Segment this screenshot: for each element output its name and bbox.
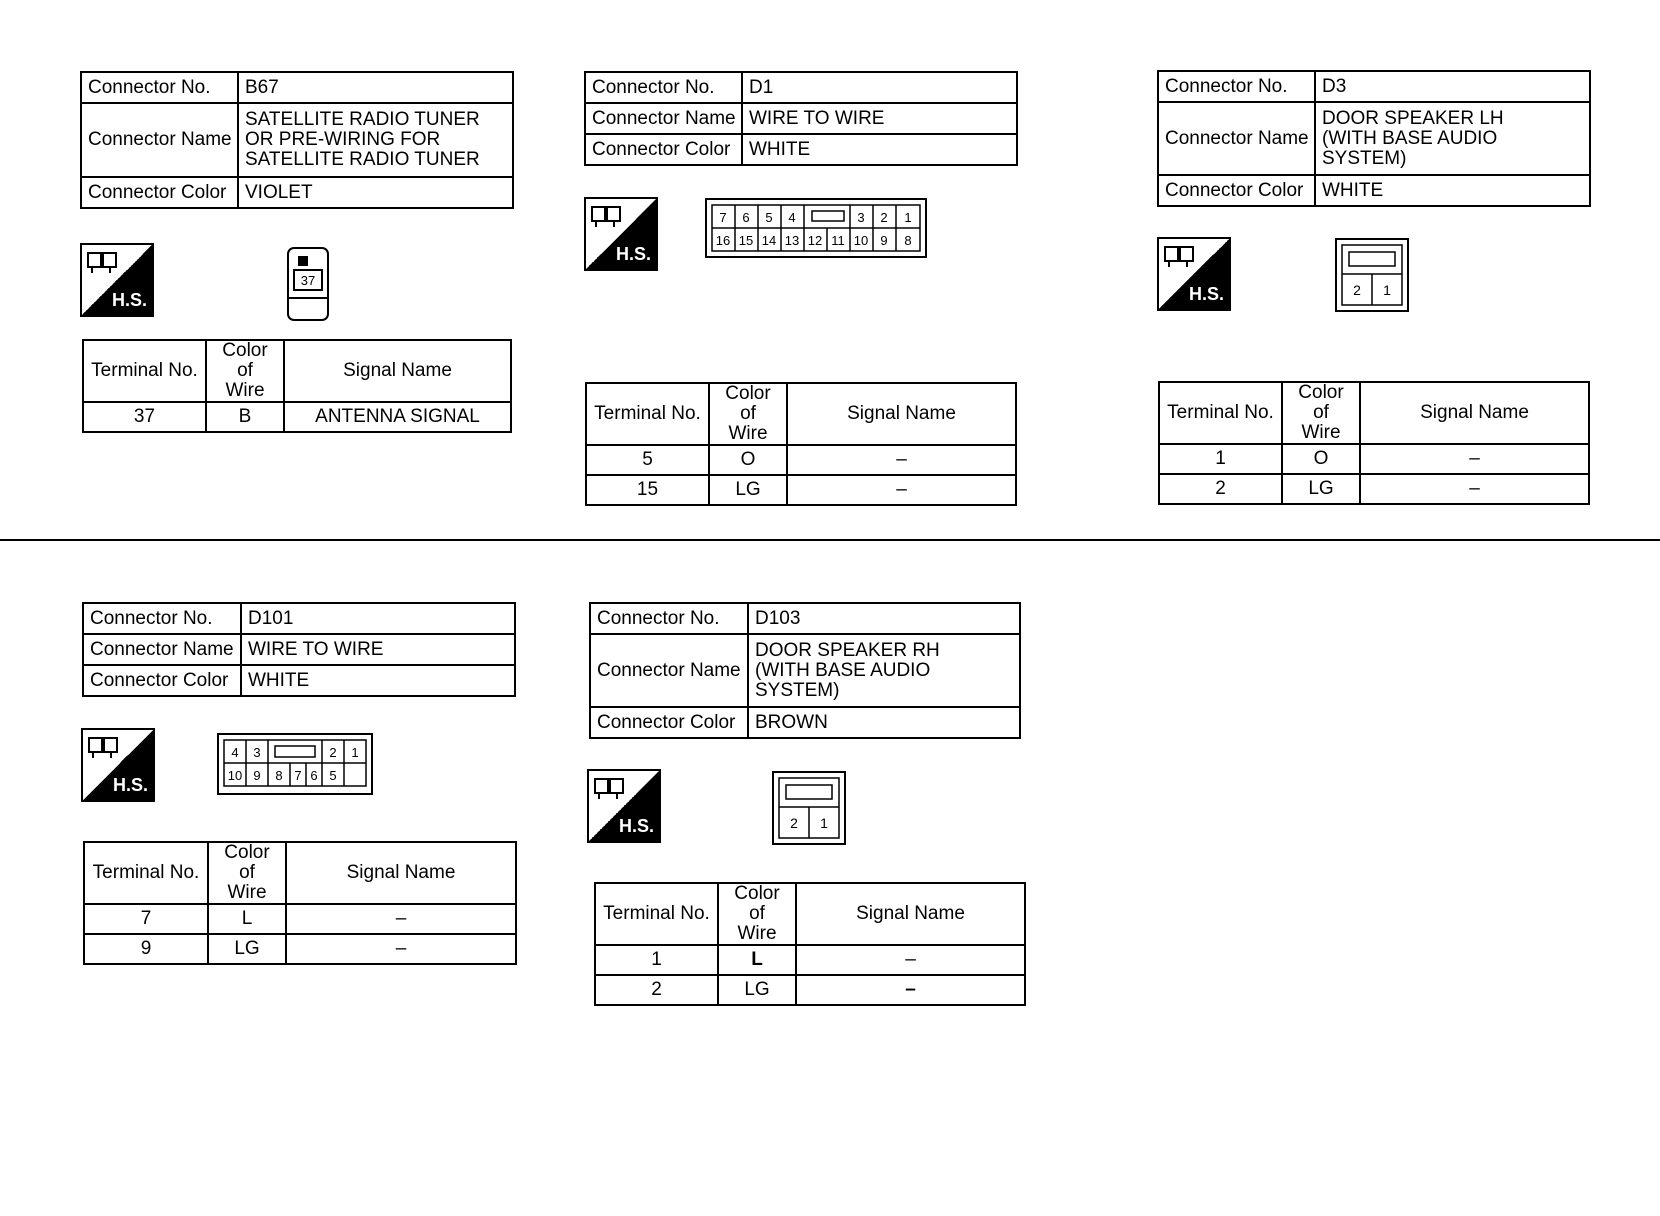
connector-no-value: D3 — [1315, 71, 1590, 102]
signal-name-header: Signal Name — [284, 340, 511, 402]
harness-side-icon — [80, 243, 154, 317]
terminal-no-cell: 7 — [84, 904, 208, 934]
connector-face-d1 — [705, 198, 928, 258]
color-of-wire-header — [208, 842, 286, 904]
terminal-no-header: Terminal No. — [595, 883, 718, 945]
pin-label: 9 — [253, 768, 261, 783]
connector-color-label: Connector Color — [590, 707, 748, 738]
connector-color-label: Connector Color — [81, 177, 238, 208]
hs-label: H.S. — [618, 816, 654, 836]
pin-label: 2 — [880, 210, 888, 225]
pin-label: 9 — [880, 233, 888, 248]
pin-label: 13 — [784, 233, 800, 248]
connector-name-label: Connector Name — [1158, 102, 1315, 175]
terminal-no-header: Terminal No. — [1159, 382, 1282, 444]
terminal-table — [82, 339, 512, 433]
table-row — [586, 445, 1016, 475]
harness-side-icon — [587, 769, 661, 843]
terminal-table — [594, 882, 1026, 1006]
wire-color-cell: B — [206, 402, 284, 432]
pin-label: 1 — [1383, 282, 1391, 298]
pin-label: 7 — [294, 768, 302, 783]
color-of-wire-header — [709, 383, 787, 445]
color-of-wire-header — [206, 340, 284, 402]
signal-name-header: Signal Name — [1360, 382, 1589, 444]
connector-name-value: SATELLITE RADIO TUNER OR PRE-WIRING FOR SATELLITE RADIO TUNER — [238, 103, 513, 177]
terminal-no-cell: 1 — [1159, 444, 1282, 474]
connector-face-b67 — [286, 246, 332, 322]
connector-no-label: Connector No. — [590, 603, 748, 634]
harness-side-icon — [81, 728, 155, 802]
signal-name-cell: – — [286, 904, 516, 934]
connector-no-label: Connector No. — [1158, 71, 1315, 102]
connector-info-table — [80, 71, 514, 209]
pin-label: 1 — [820, 815, 828, 831]
table-row — [595, 945, 1025, 975]
color-of-wire-label: Color of Wire — [222, 340, 268, 401]
color-of-wire-label: Color of Wire — [725, 383, 771, 444]
pin-label: 4 — [788, 210, 796, 225]
connector-name-value: DOOR SPEAKER LH (WITH BASE AUDIO SYSTEM) — [1315, 102, 1590, 175]
terminal-no-cell: 2 — [595, 975, 718, 1005]
connector-color-value: WHITE — [1315, 175, 1590, 206]
terminal-no-cell: 2 — [1159, 474, 1282, 504]
connector-name-label: Connector Name — [83, 634, 241, 665]
connector-no-value: B67 — [238, 72, 513, 103]
table-row — [1159, 444, 1589, 474]
connector-color-value: VIOLET — [238, 177, 513, 208]
connector-info-table — [82, 602, 516, 697]
pin-label: 14 — [761, 233, 777, 248]
pin-label: 15 — [738, 233, 754, 248]
pin-label: 3 — [253, 745, 261, 760]
harness-side-icon — [584, 197, 658, 271]
connector-name-label: Connector Name — [81, 103, 238, 177]
connector-name-value: WIRE TO WIRE — [241, 634, 515, 665]
wire-color-cell: LG — [718, 975, 796, 1005]
table-row — [84, 904, 516, 934]
pin-label: 16 — [715, 233, 731, 248]
connector-info-table — [584, 71, 1018, 166]
pin-label: 1 — [351, 745, 359, 760]
connector-color-label: Connector Color — [585, 134, 742, 165]
pin-label: 5 — [329, 768, 337, 783]
table-row — [84, 934, 516, 964]
terminal-no-header: Terminal No. — [586, 383, 709, 445]
connector-color-value: BROWN — [748, 707, 1020, 738]
table-row — [1159, 474, 1589, 504]
pin-label: 12 — [807, 233, 823, 248]
hs-label: H.S. — [615, 244, 651, 264]
terminal-no-cell: 1 — [595, 945, 718, 975]
connector-color-label: Connector Color — [1158, 175, 1315, 206]
signal-name-cell: ANTENNA SIGNAL — [284, 402, 511, 432]
pin-label: 37 — [300, 273, 316, 288]
signal-name-header: Signal Name — [787, 383, 1016, 445]
wire-color-cell: L — [208, 904, 286, 934]
terminal-no-cell: 37 — [83, 402, 206, 432]
signal-name-header: Signal Name — [796, 883, 1025, 945]
connector-no-label: Connector No. — [81, 72, 238, 103]
terminal-table — [83, 841, 517, 965]
pin-label: 7 — [719, 210, 727, 225]
pin-label: 6 — [310, 768, 318, 783]
connector-color-label: Connector Color — [83, 665, 241, 696]
pin-label: 4 — [231, 745, 239, 760]
terminal-no-cell: 5 — [586, 445, 709, 475]
pin-label: 8 — [904, 233, 912, 248]
pin-label: 6 — [742, 210, 750, 225]
terminal-no-cell: 15 — [586, 475, 709, 505]
signal-name-header: Signal Name — [286, 842, 516, 904]
connector-name-label: Connector Name — [590, 634, 748, 707]
table-row — [586, 475, 1016, 505]
hs-label: H.S. — [111, 290, 147, 310]
connector-no-value: D103 — [748, 603, 1020, 634]
signal-name-cell: – — [796, 945, 1025, 975]
table-row — [83, 402, 511, 432]
table-row — [595, 975, 1025, 1005]
signal-name-cell: – — [286, 934, 516, 964]
color-of-wire-header — [718, 883, 796, 945]
pin-label: 1 — [904, 210, 912, 225]
connector-no-value: D101 — [241, 603, 515, 634]
connector-info-table — [1157, 70, 1591, 207]
connector-name-label: Connector Name — [585, 103, 742, 134]
pin-label: 8 — [275, 768, 283, 783]
signal-name-cell: – — [787, 475, 1016, 505]
signal-name-cell: – — [1360, 444, 1589, 474]
color-of-wire-header — [1282, 382, 1360, 444]
wire-color-cell: L — [718, 945, 796, 975]
section-divider — [0, 539, 1660, 541]
color-of-wire-label: Color of Wire — [1298, 382, 1344, 443]
connector-face-d101 — [217, 733, 374, 795]
connector-no-value: D1 — [742, 72, 1017, 103]
connector-no-label: Connector No. — [83, 603, 241, 634]
connector-info-table — [589, 602, 1021, 739]
connector-no-label: Connector No. — [585, 72, 742, 103]
connector-color-value: WHITE — [241, 665, 515, 696]
pin-label: 10 — [853, 233, 869, 248]
wire-color-cell: LG — [208, 934, 286, 964]
pin-label: 2 — [1353, 282, 1361, 298]
connector-name-value: DOOR SPEAKER RH (WITH BASE AUDIO SYSTEM) — [748, 634, 1020, 707]
harness-side-icon — [1157, 237, 1231, 311]
hs-label: H.S. — [112, 775, 148, 795]
wire-color-cell: O — [1282, 444, 1360, 474]
color-of-wire-label: Color of Wire — [224, 842, 270, 903]
connector-face-d103 — [772, 771, 848, 845]
terminal-no-cell: 9 — [84, 934, 208, 964]
terminal-no-header: Terminal No. — [83, 340, 206, 402]
terminal-table — [1158, 381, 1590, 505]
wire-color-cell: LG — [1282, 474, 1360, 504]
signal-name-cell: – — [796, 975, 1025, 1005]
terminal-table — [585, 382, 1017, 506]
connector-name-value: WIRE TO WIRE — [742, 103, 1017, 134]
connector-color-value: WHITE — [742, 134, 1017, 165]
pin-label: 2 — [329, 745, 337, 760]
pin-label: 3 — [857, 210, 865, 225]
color-of-wire-label: Color of Wire — [734, 883, 780, 944]
signal-name-cell: – — [1360, 474, 1589, 504]
pin-label: 2 — [790, 815, 798, 831]
hs-label: H.S. — [1188, 284, 1224, 304]
pin-label: 5 — [765, 210, 773, 225]
signal-name-cell: – — [787, 445, 1016, 475]
pin-label: 11 — [831, 233, 845, 248]
terminal-no-header: Terminal No. — [84, 842, 208, 904]
pin-label: 10 — [227, 768, 243, 783]
wire-color-cell: LG — [709, 475, 787, 505]
wire-color-cell: O — [709, 445, 787, 475]
connector-face-d3 — [1335, 238, 1409, 312]
